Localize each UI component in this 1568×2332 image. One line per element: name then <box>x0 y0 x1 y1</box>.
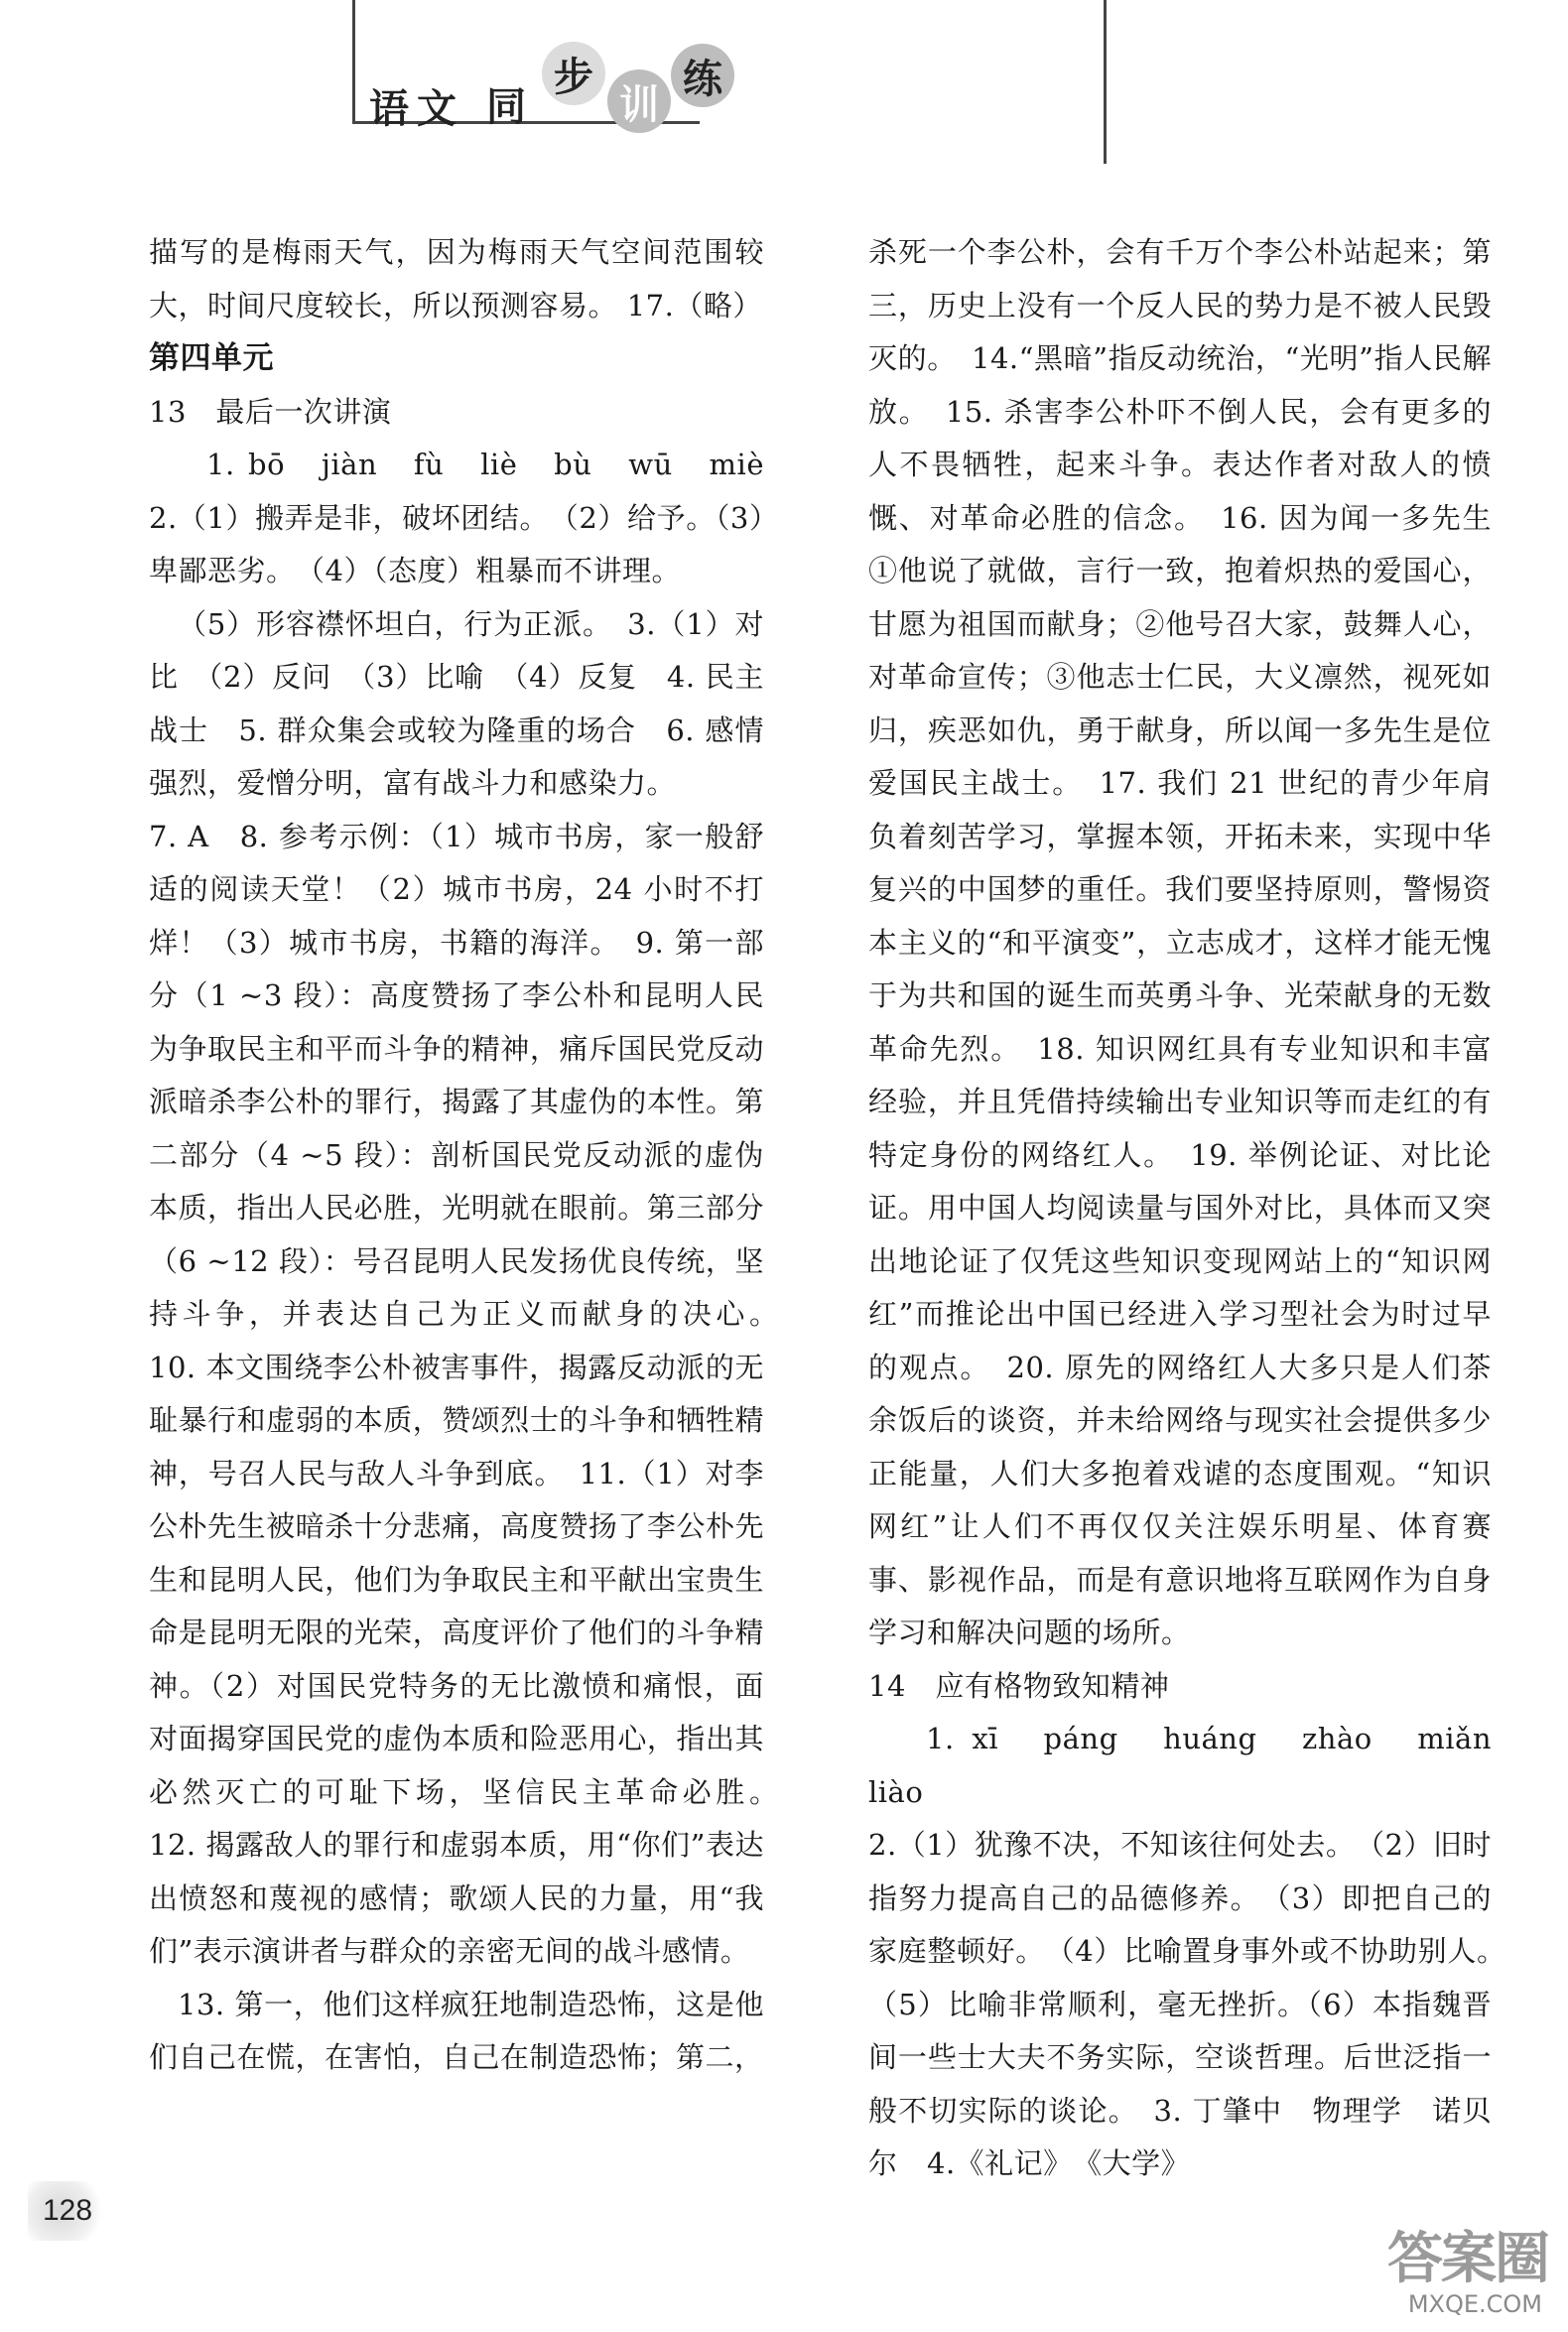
unit-heading: 第四单元 <box>149 340 274 376</box>
answer-paragraph: 描写的是梅雨天气，因为梅雨天气空间范围较大，时间尺度较长，所以预测容易。 17.（略） <box>149 235 764 323</box>
header-char-wen: 文 <box>417 86 457 132</box>
answer-paragraph: 1. xī páng huáng zhào miǎn liào <box>868 1722 1521 1809</box>
lesson-title: 13 最后一次讲演 <box>149 394 392 429</box>
answer-paragraph: 1. bō jiàn fù liè bù wū miè 2.（1）搬弄是非，破坏团结。 （2）给予。（3）卑鄙恶劣。 （4）（态度）粗暴而不讲理。 <box>149 448 794 587</box>
watermark-brand: 答案圈 <box>1387 2227 1548 2291</box>
page-header <box>0 0 1568 198</box>
header-char-tong: 同 <box>486 84 526 130</box>
page-number: 128 <box>28 2181 107 2241</box>
answer-paragraph: 7. A 8. 参考示例：（1）城市书房，家一般舒适的阅读天堂！（2）城市书房，24 小时不打烊！（3）城市书房，书籍的海洋。 9. 第一部分（1 ~3 段）：高度赞扬了李公朴和昆明人民为争取民主和平而斗争的精神，痛斥国民党反动派暗杀李公朴的罪行，揭露了其虚伪的本性。第二部分（4 ~5 段）：剖析国民党反动派的虚伪本质，指出人民必胜，光明就在眼前。第三部分（6 ~12 段）：号召昆明人民发扬优良传统，坚持斗争，并表达自己为正义而献身的决心。 10. 本文围绕李公朴被害事件，揭露反动派的无耻暴行和虚弱的本质，赞颂烈士的斗争和牺牲精神，号召人民与敌人斗争到底。 11.（1）对李公朴先生被暗杀十分悲痛，高度赞扬了李公朴先生和昆明人民，他们为争取民主和平献出宝贵生命是昆明无限的光荣，高度评价了他们的斗争精神。（2）对国民党特务的无比激愤和痛恨，面对面揭穿国民党的虚伪本质和险恶用心，指出其必然灭亡的可耻下场，坚信民主革命必胜。 12. 揭露敌人的罪行和虚弱本质，用“你们”表达出愤怒和蔑视的感情；歌颂人民的力量，用“我们”表示演讲者与群众的亲密无间的战斗感情。 <box>149 819 794 1968</box>
watermark-url: MXQE.COM <box>1407 2290 1542 2318</box>
header-left-rule <box>352 0 355 124</box>
answer-paragraph: （5）形容襟怀坦白，行为正派。 3.（1）对比 （2）反问 （3）比喻 （4）反复 4. 民主战士 5. 群众集会或较为隆重的场合 6. 感情强烈，爱憎分明，富有战斗力和感染力。 <box>149 606 764 800</box>
answer-paragraph: 杀死一个李公朴，会有千万个李公朴站起来；第三，历史上没有一个反人民的势力是不被人民毁灭的。 14.“黑暗”指反动统治，“光明”指人民解放。 15. 杀害李公朴吓不倒人民，会有更多的人不畏牺牲，起来斗争。表达作者对敌人的愤慨、对革命必胜的信念。 16. 因为闻一多先生①他说了就做，言行一致，抱着炽热的爱国心，甘愿为祖国而献身；②他号召大家，鼓舞人心，对革命宣传；③他志士仁民，大义凛然，视死如归，疾恶如仇，勇于献身，所以闻一多先生是位爱国民主战士。 17. 我们 21 世纪的青少年肩负着刻苦学习，掌握本领，开拓未来，实现中华复兴的中国梦的重任。我们要坚持原则，警惕资本主义的“和平演变”，立志成才，这样才能无愧于为共和国的诞生而英勇斗争、光荣献身的无数革命先烈。 18. 知识网红具有专业知识和丰富经验，并且凭借持续输出专业知识等而走红的有特定身份的网络红人。 19. 举例论证、对比论证。用中国人均阅读量与国外对比，具体而又突出地论证了仅凭这些知识变现网站上的“知识网红”而推论出中国已经进入学习型社会为时过早的观点。 20. 原先的网络红人大多只是人们茶余饭后的谈资，并未给网络与现实社会提供多少正能量，人们大多抱着戏谑的态度围观。“知识网红”让人们不再仅仅关注娱乐明星、体育赛事、影视作品，而是有意识地将互联网作为自身学习和解决问题的场所。 <box>868 235 1492 1649</box>
lesson-title: 14 应有格物致知精神 <box>868 1668 1170 1703</box>
left-column <box>149 226 794 2085</box>
header-badge-bu: 步 <box>542 42 605 105</box>
header-badge-lian: 练 <box>671 44 734 107</box>
header-right-rule <box>1104 0 1107 164</box>
header-char-yu: 语 <box>369 86 409 132</box>
answer-paragraph: 2.（1）犹豫不决，不知该往何处去。 （2）旧时指努力提高自己的品德修养。 （3）即把自己的家庭整顿好。 （4）比喻置身事外或不协助别人。 （5）比喻非常顺利，毫无挫折。（6）本指魏晋间一些士大夫不务实际，空谈哲理。后世泛指一般不切实际的谈论。 3. 丁肇中 物理学 诺贝尔 4.《礼记》 《大学》 <box>868 1828 1521 2180</box>
right-column <box>868 226 1521 2191</box>
watermark-logo <box>1360 2205 1548 2324</box>
answer-paragraph: 13. 第一，他们这样疯狂地制造恐怖，这是他们自己在慌，在害怕，自己在制造恐怖；第二， <box>149 1987 764 2074</box>
header-badge-xun: 训 <box>607 69 671 133</box>
